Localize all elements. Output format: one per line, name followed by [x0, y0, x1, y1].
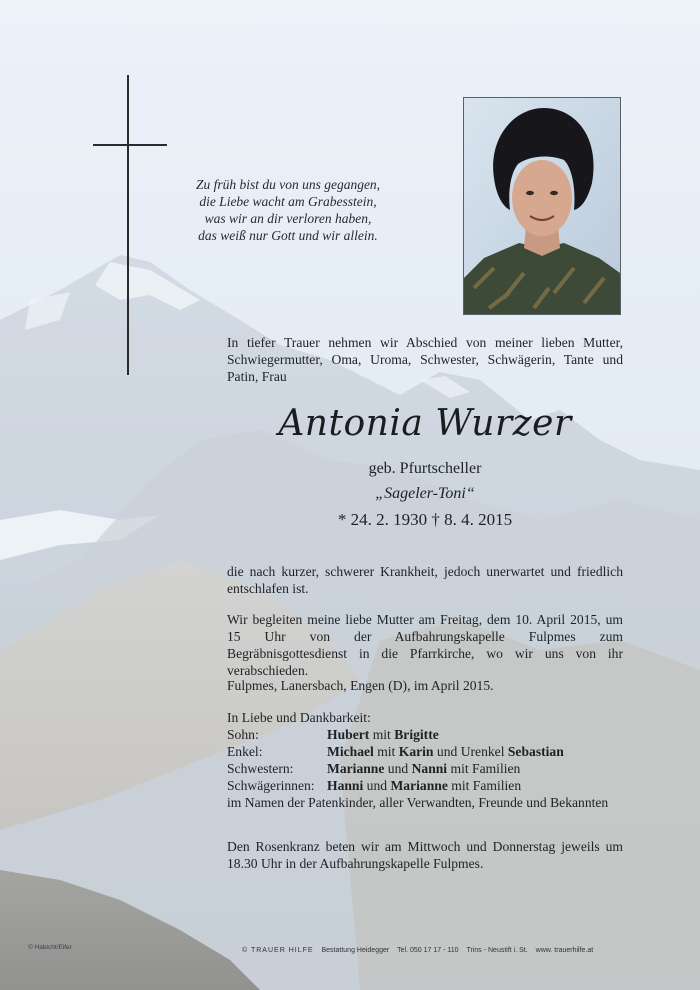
death-paragraph: die nach kurzer, schwerer Krankheit, jedoch unerwartet und friedlich entschlafen ist.	[227, 564, 623, 596]
family-connector: und	[384, 761, 412, 776]
family-name: Brigitte	[394, 727, 439, 742]
poem-line: was wir an dir verloren haben,	[204, 211, 372, 226]
birth-name: geb. Pfurtscheller	[368, 460, 482, 477]
family-row-others: im Namen der Patenkinder, aller Verwandten, Freunde und Bekannten	[227, 795, 609, 810]
family-connector: mit	[369, 727, 395, 742]
family-name: Michael	[327, 744, 374, 759]
family-name: Marianne	[390, 778, 448, 793]
family-connector: mit Familien	[447, 761, 521, 776]
family-label: Enkel:	[227, 744, 263, 759]
deceased-name: Antonia Wurzer	[278, 403, 572, 444]
family-connector: mit Familien	[447, 778, 522, 793]
nickname: „Sageler-Toni“	[375, 485, 475, 502]
poem-line: Zu früh bist du von uns gegangen,	[195, 177, 381, 192]
address: Trins - Neustift i. St.	[466, 947, 528, 954]
family-connector: mit	[373, 744, 399, 759]
family-row-sisters	[227, 760, 623, 777]
family-label: Schwägerinnen:	[227, 778, 315, 793]
family-name: Sebastian	[507, 744, 564, 759]
family-name: Karin	[398, 744, 434, 759]
poem-line: die Liebe wacht am Grabesstein,	[199, 194, 377, 209]
family-row-sisters-in-law	[227, 777, 623, 794]
family-connector: und Urenkel	[433, 744, 508, 759]
company-name: Bestattung Heidegger	[321, 947, 390, 954]
family-label: Schwestern:	[227, 761, 294, 776]
cross-icon-vertical	[127, 75, 129, 375]
website-link[interactable]: www. trauerhilfe.at	[535, 947, 594, 954]
funeral-paragraph: Wir begleiten meine liebe Mutter am Freitag, dem 10. April 2015, um 15 Uhr von der Aufbahrungskapelle Fulpmes zum Begräbnisgottesdienst in die Pfarrkirche, wo wir uns von ihr verabschieden.	[227, 612, 623, 678]
photo-credit: © Habicht/Elfer	[28, 944, 72, 951]
cross-icon-horizontal	[93, 144, 167, 146]
place-date: Fulpmes, Lanersbach, Engen (D), im April 2015.	[227, 678, 494, 693]
life-dates: * 24. 2. 1930 † 8. 4. 2015	[337, 510, 513, 529]
brand-logo: © TRAUER HILFE	[242, 947, 314, 954]
footer	[242, 947, 593, 954]
phone: Tel. 050 17 17 - 110	[397, 947, 459, 954]
family-connector: und	[363, 778, 391, 793]
family-row-son	[227, 726, 623, 743]
poem	[168, 176, 408, 244]
poem-line: das weiß nur Gott und wir allein.	[198, 228, 378, 243]
family-name: Nanni	[411, 761, 448, 776]
family-name: Hubert	[327, 727, 370, 742]
portrait-photo	[463, 97, 621, 315]
family-row-grandchildren	[227, 743, 623, 760]
rosary-paragraph: Den Rosenkranz beten wir am Mittwoch und Donnerstag jeweils um 18.30 Uhr in der Aufbahrungskapelle Fulpmes.	[227, 839, 623, 871]
family-heading: In Liebe und Dankbarkeit:	[227, 710, 371, 725]
family-name: Marianne	[327, 761, 385, 776]
family-label: Sohn:	[227, 727, 259, 742]
intro-text: In tiefer Trauer nehmen wir Abschied von meiner lieben Mutter, Schwiegermutter, Oma, Uroma, Schwester, Schwägerin, Tante und Patin, Frau	[227, 335, 623, 384]
family-name: Hanni	[327, 778, 364, 793]
